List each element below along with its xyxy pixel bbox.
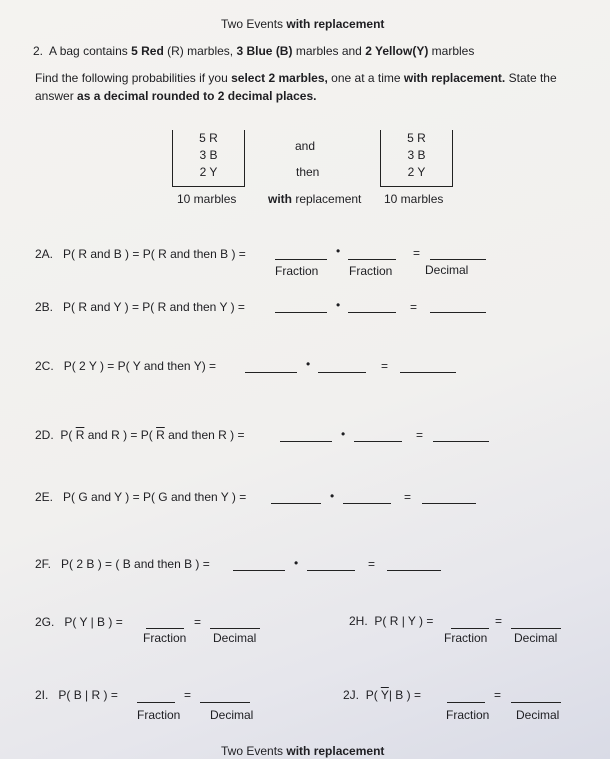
then-label: then xyxy=(296,165,320,179)
question-2b: 2B. P( R and Y ) = P( R and then Y ) = xyxy=(35,300,245,314)
question-2i: 2I. P( B | R ) = xyxy=(35,688,118,702)
question-2g: 2G. P( Y | B ) = xyxy=(35,615,123,629)
problem-statement: 2. A bag contains 5 Red (R) marbles, 3 Blue (B) marbles and 2 Yellow(Y) marbles xyxy=(33,44,475,58)
footer-title: Two Events with replacement xyxy=(221,744,385,758)
answer-2b-decimal[interactable] xyxy=(430,304,486,318)
answer-2e-fraction-1[interactable] xyxy=(271,495,321,509)
answer-2c-fraction-2[interactable] xyxy=(318,364,366,378)
equals-sign: = xyxy=(368,557,376,571)
equals-sign: = xyxy=(416,428,424,442)
answer-2d-fraction-1[interactable] xyxy=(280,433,332,447)
multiply-dot: • xyxy=(294,556,299,570)
bag-right-blue: 3 B xyxy=(407,148,426,162)
page-title: Two Events with replacement xyxy=(221,17,385,31)
fraction-label: Fraction xyxy=(446,708,490,722)
answer-2f-fraction-2[interactable] xyxy=(307,562,355,576)
answer-2e-decimal[interactable] xyxy=(422,495,476,509)
equals-sign: = xyxy=(194,615,202,629)
decimal-label: Decimal xyxy=(425,263,469,277)
question-2c: 2C. P( 2 Y ) = P( Y and then Y) = xyxy=(35,359,217,373)
answer-2b-fraction-2[interactable] xyxy=(348,304,396,318)
bag-left-yellow: 2 Y xyxy=(199,165,218,179)
answer-2i-decimal[interactable] xyxy=(200,694,250,708)
multiply-dot: • xyxy=(306,357,311,371)
instructions-line-1: Find the following probabilities if you select 2 marbles, one at a time with replacement. State the xyxy=(35,71,557,85)
bag-left-blue: 3 B xyxy=(199,148,218,162)
answer-2j-fraction[interactable] xyxy=(447,694,485,708)
equals-sign: = xyxy=(494,688,502,702)
question-2h: 2H. P( R | Y ) = xyxy=(349,614,434,628)
equals-sign: = xyxy=(410,300,418,314)
answer-2d-fraction-2[interactable] xyxy=(354,433,402,447)
decimal-label: Decimal xyxy=(210,708,254,722)
answer-2f-decimal[interactable] xyxy=(387,562,441,576)
bag-left-caption: 10 marbles xyxy=(177,192,237,206)
and-label: and xyxy=(295,139,316,153)
multiply-dot: • xyxy=(336,298,341,312)
instructions-line-2: answer as a decimal rounded to 2 decimal places. xyxy=(35,89,317,103)
fraction-label: Fraction xyxy=(275,264,319,278)
answer-2j-decimal[interactable] xyxy=(511,694,561,708)
answer-2f-fraction-1[interactable] xyxy=(233,562,285,576)
bag-left-red: 5 R xyxy=(199,131,218,145)
fraction-label: Fraction xyxy=(137,708,181,722)
question-2f: 2F. P( 2 B ) = ( B and then B ) = xyxy=(35,557,210,571)
decimal-label: Decimal xyxy=(514,631,558,645)
multiply-dot: • xyxy=(341,427,346,441)
equals-sign: = xyxy=(381,359,389,373)
decimal-label: Decimal xyxy=(516,708,560,722)
bag-right-caption: 10 marbles xyxy=(384,192,444,206)
answer-2a-fraction-2[interactable] xyxy=(348,251,396,265)
fraction-label: Fraction xyxy=(349,264,393,278)
question-2d: 2D. P( $\overline{R}$ and R ) = P( $\overline{R}$ and then R ) = xyxy=(35,428,245,442)
bag-right-yellow: 2 Y xyxy=(407,165,426,179)
answer-2e-fraction-2[interactable] xyxy=(343,495,391,509)
answer-2c-fraction-1[interactable] xyxy=(245,364,297,378)
bag-left xyxy=(172,130,245,187)
question-2e: 2E. P( G and Y ) = P( G and then Y ) = xyxy=(35,490,247,504)
answer-2i-fraction[interactable] xyxy=(137,694,175,708)
decimal-label: Decimal xyxy=(213,631,257,645)
bag-right xyxy=(380,130,453,187)
multiply-dot: • xyxy=(336,244,341,258)
question-2a: 2A. P( R and B ) = P( R and then B ) = xyxy=(35,247,246,261)
equals-sign: = xyxy=(404,490,412,504)
equals-sign: = xyxy=(413,246,421,260)
answer-2b-fraction-1[interactable] xyxy=(275,304,327,318)
fraction-label: Fraction xyxy=(143,631,187,645)
question-2j: 2J. P( $\overline{Y}|$ B ) = xyxy=(343,688,421,702)
with-replacement-label: with replacement xyxy=(268,192,362,206)
multiply-dot: • xyxy=(330,489,335,503)
answer-2c-decimal[interactable] xyxy=(400,364,456,378)
bag-right-red: 5 R xyxy=(407,131,426,145)
answer-2d-decimal[interactable] xyxy=(433,433,489,447)
fraction-label: Fraction xyxy=(444,631,488,645)
equals-sign: = xyxy=(184,688,192,702)
answer-2a-fraction-1[interactable] xyxy=(275,251,327,265)
equals-sign: = xyxy=(495,614,503,628)
